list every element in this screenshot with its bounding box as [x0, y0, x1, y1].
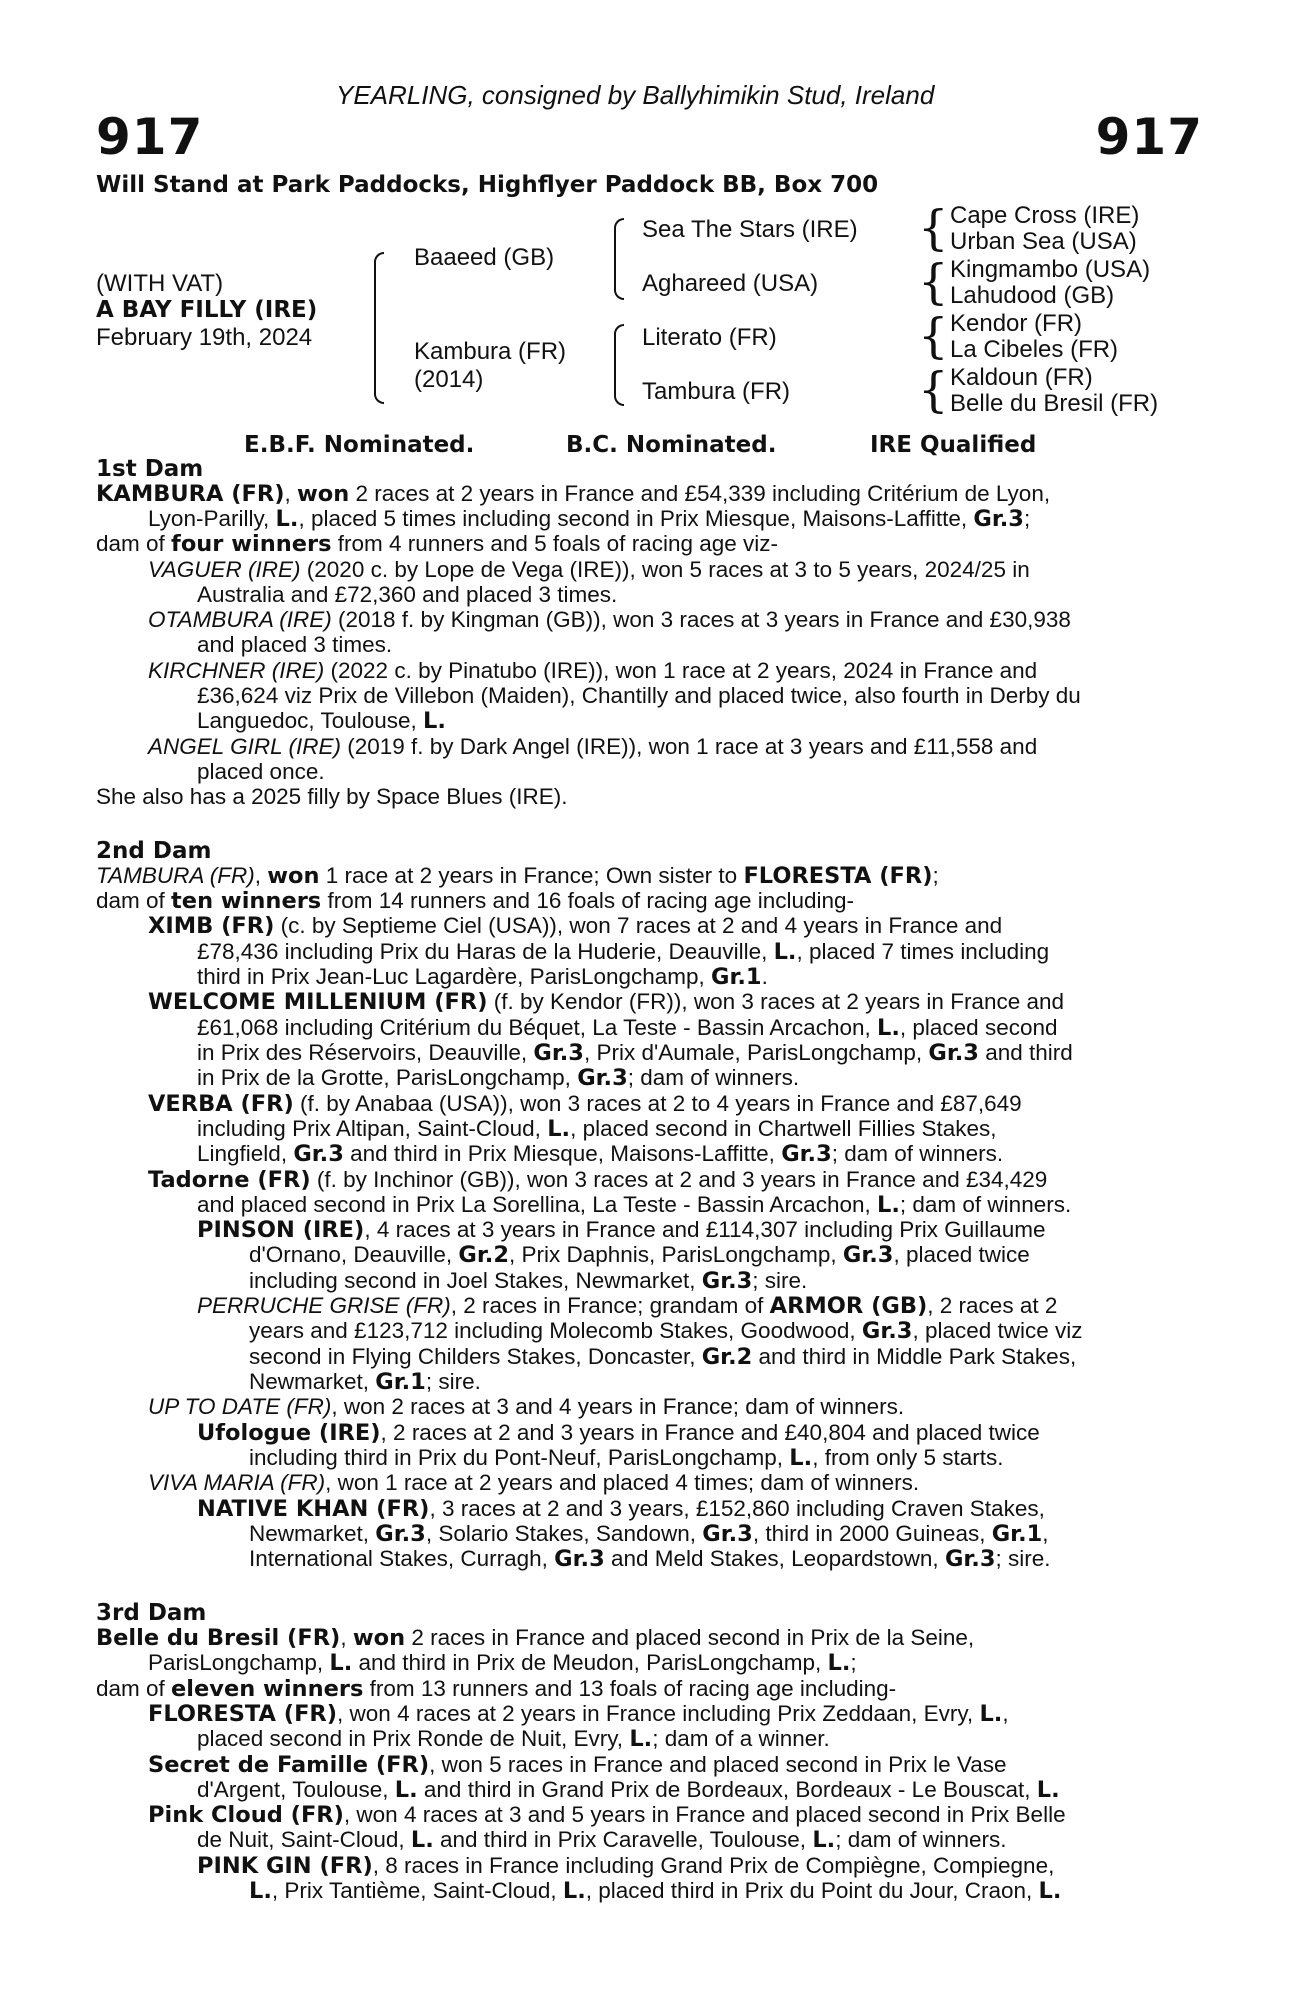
text-line: Tadorne (FR) (f. by Inchinor (GB)), won 3 races at 2 and 3 years in France and £34,429: [148, 1167, 1048, 1193]
gg-sdd: Lahudood (GB): [950, 282, 1115, 309]
text-line: d'Argent, Toulouse, L. and third in Grand Prix de Bordeaux, Bordeaux - Le Bouscat, L.: [197, 1777, 1060, 1803]
text-line: £78,436 including Prix du Haras de la Huderie, Deauville, L., placed 7 times including: [197, 939, 1050, 965]
text-line: VERBA (FR) (f. by Anabaa (USA)), won 3 races at 2 to 4 years in France and £87,649: [148, 1091, 1022, 1117]
brace-dd: {: [918, 362, 949, 418]
dam-bracket: [614, 324, 624, 406]
text-line: KAMBURA (FR), won 2 races at 2 years in France and £54,339 including Critérium de Lyon,: [96, 481, 1051, 507]
text-line: KIRCHNER (IRE) (2022 c. by Pinatubo (IRE)), won 1 race at 2 years, 2024 in France and: [148, 658, 1038, 683]
text-line: dam of ten winners from 14 runners and 16 foals of racing age including-: [96, 888, 855, 914]
text-line: VIVA MARIA (FR), won 1 race at 2 years and placed 4 times; dam of winners.: [148, 1470, 920, 1495]
gg-dss: Kendor (FR): [950, 310, 1083, 337]
text-line: dam of eleven winners from 13 runners and 13 foals of racing age including-: [96, 1676, 897, 1702]
ebf-nomination: E.B.F. Nominated.: [244, 432, 475, 458]
text-line: Newmarket, Gr.3, Solario Stakes, Sandown, Gr.3, third in 2000 Guineas, Gr.1,: [249, 1521, 1049, 1547]
text-line: including third in Prix du Pont-Neuf, ParisLongchamp, L., from only 5 starts.: [249, 1445, 1004, 1471]
text-line: VAGUER (IRE) (2020 c. by Lope de Vega (IRE)), won 5 races at 3 to 5 years, 2024/25 in: [148, 557, 1030, 582]
brace-ds: {: [918, 308, 949, 364]
gg-sss: Cape Cross (IRE): [950, 202, 1140, 229]
ire-qualified: IRE Qualified: [870, 432, 1037, 458]
first-dam-heading: 1st Dam: [96, 456, 204, 482]
text-line: ANGEL GIRL (IRE) (2019 f. by Dark Angel (IRE)), won 1 race at 3 years and £11,558 and: [148, 734, 1038, 759]
text-line: including Prix Altipan, Saint-Cloud, L., placed second in Chartwell Fillies Stakes,: [197, 1116, 997, 1142]
text-line: placed once.: [197, 759, 325, 784]
text-line: Lyon-Parilly, L., placed 5 times including second in Prix Miesque, Maisons-Laffitte, Gr.3;: [148, 506, 1031, 532]
consignment-line: YEARLING, consigned by Ballyhimikin Stud, Ireland: [336, 80, 935, 110]
text-line: dam of four winners from 4 runners and 5 foals of racing age viz-: [96, 531, 779, 557]
pedigree-bracket: [374, 252, 384, 404]
text-line: in Prix de la Grotte, ParisLongchamp, Gr.3; dam of winners.: [197, 1065, 800, 1091]
text-line: Secret de Famille (FR), won 5 races in France and placed second in Prix le Vase: [148, 1752, 1007, 1778]
text-line: second in Flying Childers Stakes, Doncaster, Gr.2 and third in Middle Park Stakes,: [249, 1344, 1077, 1370]
text-line: NATIVE KHAN (FR), 3 races at 2 and 3 years, £152,860 including Craven Stakes,: [197, 1496, 1045, 1522]
text-line: d'Ornano, Deauville, Gr.2, Prix Daphnis, ParisLongchamp, Gr.3, placed twice: [249, 1242, 1030, 1268]
sire-dam: Aghareed (USA): [642, 270, 819, 297]
text-line: years and £123,712 including Molecomb Stakes, Goodwood, Gr.3, placed twice viz: [249, 1318, 1083, 1344]
text-line: Ufologue (IRE), 2 races at 2 and 3 years in France and £40,804 and placed twice: [197, 1420, 1040, 1446]
text-line: de Nuit, Saint-Cloud, L. and third in Prix Caravelle, Toulouse, L.; dam of winners.: [197, 1827, 1007, 1853]
second-dam-heading: 2nd Dam: [96, 838, 212, 864]
text-line: and placed 3 times.: [197, 632, 393, 657]
text-line: £36,624 viz Prix de Villebon (Maiden), Chantilly and placed twice, also fourth in Derby du: [197, 683, 1081, 708]
gg-dds: Kaldoun (FR): [950, 364, 1093, 391]
text-line: PERRUCHE GRISE (FR), 2 races in France; grandam of ARMOR (GB), 2 races at 2: [197, 1293, 1058, 1319]
text-line: third in Prix Jean-Luc Lagardère, ParisLongchamp, Gr.1.: [197, 964, 768, 990]
horse-name: A BAY FILLY (IRE): [96, 297, 318, 323]
dam-name: Kambura (FR): [414, 338, 567, 365]
text-line: Pink Cloud (FR), won 4 races at 3 and 5 years in France and placed second in Prix Belle: [148, 1802, 1066, 1828]
text-line: OTAMBURA (IRE) (2018 f. by Kingman (GB)), won 3 races at 3 years in France and £30,938: [148, 607, 1071, 632]
text-line: FLORESTA (FR), won 4 races at 2 years in France including Prix Zeddaan, Evry, L.,: [148, 1701, 1009, 1727]
text-line: in Prix des Réservoirs, Deauville, Gr.3, Prix d'Aumale, ParisLongchamp, Gr.3 and third: [197, 1040, 1073, 1066]
foaling-date: February 19th, 2024: [96, 324, 313, 351]
bc-nomination: B.C. Nominated.: [566, 432, 777, 458]
text-line: Australia and £72,360 and placed 3 times.: [197, 582, 618, 607]
text-line: placed second in Prix Ronde de Nuit, Evry, L.; dam of a winner.: [197, 1726, 830, 1752]
text-line: Newmarket, Gr.1; sire.: [249, 1369, 481, 1395]
sire-bracket: [614, 218, 624, 300]
text-line: ParisLongchamp, L. and third in Prix de Meudon, ParisLongchamp, L.;: [148, 1650, 857, 1676]
text-line: Belle du Bresil (FR), won 2 races in France and placed second in Prix de la Seine,: [96, 1625, 975, 1651]
sire-sire: Sea The Stars (IRE): [642, 216, 858, 243]
text-line: £61,068 including Critérium du Béquet, La Teste - Bassin Arcachon, L., placed second: [197, 1015, 1058, 1041]
text-line: WELCOME MILLENIUM (FR) (f. by Kendor (FR)), won 3 races at 2 years in France and: [148, 989, 1065, 1015]
gg-sds: Kingmambo (USA): [950, 256, 1151, 283]
gg-ssd: Urban Sea (USA): [950, 228, 1137, 255]
lot-number-left: 917: [96, 108, 204, 166]
text-line: Languedoc, Toulouse, L.: [197, 708, 446, 734]
text-line: She also has a 2025 filly by Space Blues (IRE).: [96, 784, 568, 809]
dam-year: (2014): [414, 366, 484, 393]
text-line: L., Prix Tantième, Saint-Cloud, L., placed third in Prix du Point du Jour, Craon, L.: [249, 1878, 1062, 1904]
brace-sd: {: [918, 254, 949, 310]
text-line: Lingfield, Gr.3 and third in Prix Miesque, Maisons-Laffitte, Gr.3; dam of winners.: [197, 1141, 1004, 1167]
text-line: XIMB (FR) (c. by Septieme Ciel (USA)), won 7 races at 2 and 4 years in France and: [148, 913, 1003, 939]
sire-name: Baaeed (GB): [414, 244, 555, 271]
text-line: PINSON (IRE), 4 races at 3 years in France and £114,307 including Prix Guillaume: [197, 1217, 1046, 1243]
location-line: Will Stand at Park Paddocks, Highflyer Paddock BB, Box 700: [96, 172, 879, 198]
gg-ddd: Belle du Bresil (FR): [950, 390, 1159, 417]
text-line: including second in Joel Stakes, Newmarket, Gr.3; sire.: [249, 1268, 808, 1294]
text-line: and placed second in Prix La Sorellina, La Teste - Bassin Arcachon, L.; dam of winners.: [197, 1192, 1072, 1218]
vat-label: (WITH VAT): [96, 270, 224, 297]
lot-number-right: 917: [1095, 108, 1203, 166]
gg-dsd: La Cibeles (FR): [950, 336, 1119, 363]
text-line: TAMBURA (FR), won 1 race at 2 years in France; Own sister to FLORESTA (FR);: [96, 863, 939, 889]
text-line: International Stakes, Curragh, Gr.3 and Meld Stakes, Leopardstown, Gr.3; sire.: [249, 1546, 1051, 1572]
text-line: PINK GIN (FR), 8 races in France including Grand Prix de Compiègne, Compiegne,: [197, 1853, 1055, 1879]
third-dam-heading: 3rd Dam: [96, 1600, 207, 1626]
dam-dam: Tambura (FR): [642, 378, 791, 405]
dam-sire: Literato (FR): [642, 324, 777, 351]
brace-ss: {: [918, 200, 949, 256]
text-line: UP TO DATE (FR), won 2 races at 3 and 4 years in France; dam of winners.: [148, 1394, 905, 1419]
